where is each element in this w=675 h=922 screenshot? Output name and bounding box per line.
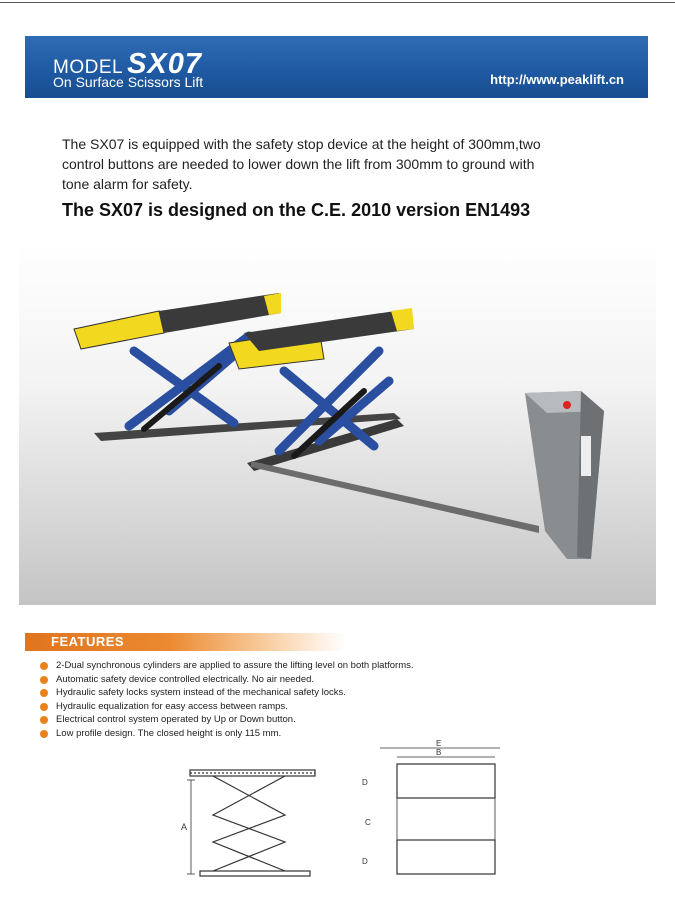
features-list [40, 659, 414, 740]
label-e: E [436, 740, 442, 748]
model-prefix: MODEL [53, 57, 124, 78]
bullet-icon [40, 676, 48, 684]
feature-item [40, 713, 414, 727]
emergency-stop-icon [563, 401, 571, 409]
feature-item [40, 659, 414, 673]
feature-item [40, 686, 414, 700]
label-d-bottom: D [362, 857, 368, 866]
bullet-icon [40, 703, 48, 711]
top-rule [0, 2, 675, 3]
left-platform [159, 293, 281, 333]
model-subtitle: On Surface Scissors Lift [53, 74, 204, 90]
feature-text: Hydraulic equalization for easy access between ramps. [56, 700, 288, 712]
right-platform [244, 309, 414, 351]
intro-paragraph: The SX07 is equipped with the safety stop device at the height of 300mm,two control buttons are needed to lower down the lift from 300mm to ground with tone alarm for safety. [62, 136, 541, 192]
product-photo [19, 241, 656, 605]
bullet-icon [40, 716, 48, 724]
features-title: FEATURES [51, 634, 125, 649]
label-d-top: D [362, 778, 368, 787]
side-view-drawing [190, 770, 315, 876]
scissor-lift-illustration [19, 241, 656, 605]
feature-text: 2-Dual synchronous cylinders are applied to assure the lifting level on both platforms. [56, 660, 414, 671]
model-code: SX07 [127, 48, 203, 80]
label-b: B [436, 748, 442, 757]
feature-text: Hydraulic safety locks system instead of the mechanical safety locks. [56, 687, 346, 698]
feature-text: Automatic safety device controlled electrically. No air needed. [56, 673, 315, 685]
bullet-icon [40, 689, 48, 697]
label-a: A [181, 822, 188, 832]
feature-item [40, 727, 414, 741]
left-scissor-inner [144, 366, 219, 429]
feature-item [40, 673, 414, 687]
power-cable [251, 461, 539, 533]
dimension-diagram [175, 740, 525, 890]
feature-item [40, 700, 414, 714]
top-view-drawing [397, 764, 495, 874]
dimension-a [187, 780, 195, 874]
website-link[interactable]: http://www.peaklift.cn [490, 72, 624, 87]
bullet-icon [40, 730, 48, 738]
features-header [25, 633, 345, 651]
model-banner [25, 36, 648, 98]
ce-headline: The SX07 is designed on the C.E. 2010 version EN1493 [62, 200, 531, 220]
control-box-label [581, 436, 591, 476]
feature-text: Electrical control system operated by Up or Down button. [56, 714, 296, 725]
bullet-icon [40, 662, 48, 670]
label-c: C [365, 818, 371, 827]
feature-text: Low profile design. The closed height is only 115 mm. [56, 727, 282, 739]
right-scissor-frame [279, 351, 389, 451]
left-yellow-ramp [74, 311, 164, 349]
